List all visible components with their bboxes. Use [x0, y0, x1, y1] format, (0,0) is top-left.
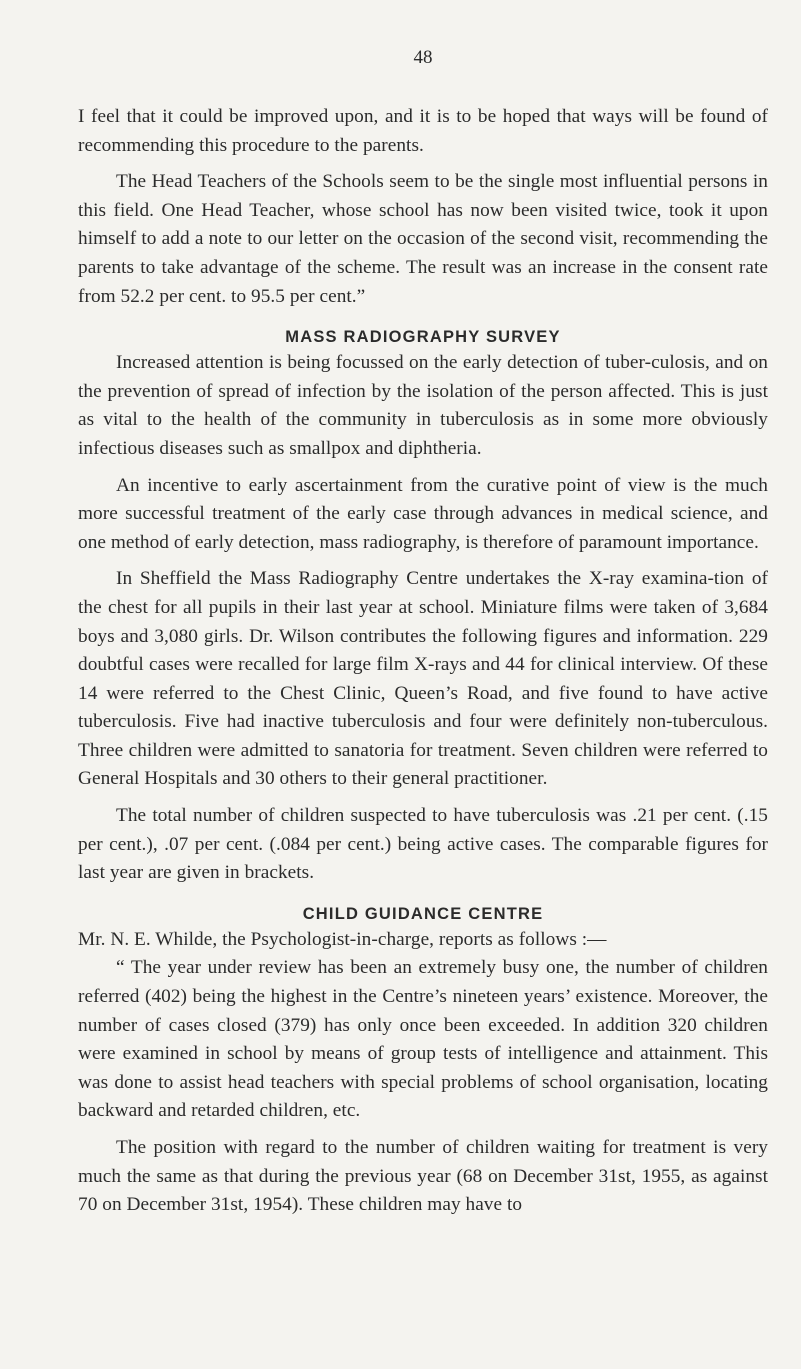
- paragraph-mass-4: The total number of children suspected to have tuberculosis was .21 per cent. (.15 per cent.), .07 per cent. (.084 per cent.) being active cases. The comparable figures for last year are given in brackets.: [78, 805, 768, 884]
- page-number: 48: [413, 47, 433, 68]
- section-heading-mass-radiography: MASS RADIOGRAPHY SURVEY: [285, 328, 561, 347]
- paragraph-mass-3: In Sheffield the Mass Radiography Centre undertakes the X-ray examina-tion of the chest for all pupils in their last year at school. Miniature films were taken of 3,684 boys and 3,080 girls. Dr. Wilson contributes the following figures and information. 229 doubtful cases were recalled for large film X-rays and 44 for clinical interview. Of these 14 were referred to the Chest Clinic, Queen’s Road, and five found to have active tuberculosis. Five had inactive tuberculosis and four were definitely non-tuberculous. Three children were admitted to sanatoria for treatment. Seven children were referred to General Hospitals and 30 others to their general practitioner.: [78, 568, 768, 790]
- paragraph-child-1: Mr. N. E. Whilde, the Psychologist-in-charge, reports as follows :—: [78, 928, 607, 950]
- paragraph-mass-1: Increased attention is being focussed on the early detection of tuber-culosis, and on the prevention of spread of infection by the isolation of the person affected. This is just as vital to the health of the community in tuberculosis as in some more obviously infectious diseases such as smallpox and diphtheria.: [78, 352, 768, 459]
- paragraph-mass-2: An incentive to early ascertainment from the curative point of view is the much more successful treatment of the early case through advances in medical science, and one method of early detection, mass radiography, is therefore of paramount importance.: [78, 474, 768, 553]
- paragraph-child-3: The position with regard to the number of children waiting for treatment is very much the same as that during the previous year (68 on December 31st, 1955, as against 70 on December 31st, 1954). These children may have to: [78, 1137, 768, 1216]
- section-heading-child-guidance: CHILD GUIDANCE CENTRE: [302, 904, 544, 923]
- document-page: [78, 0, 768, 1220]
- paragraph-intro-2: The Head Teachers of the Schools seem to be the single most influential persons in this field. One Head Teacher, whose school has now been visited twice, took it upon himself to add a note to our letter on the occasion of the second visit, recommending the parents to take advantage of the scheme. The result was an increase in the consent rate from 52.2 per cent. to 95.5 per cent.”: [78, 171, 768, 307]
- paragraph-intro-1: I feel that it could be improved upon, and it is to be hoped that ways will be found of recommending this procedure to the parents.: [78, 106, 768, 156]
- paragraph-child-2: “ The year under review has been an extremely busy one, the number of children referred (402) being the highest in the Centre’s nineteen years’ existence. Moreover, the number of cases closed (379) has only once been exceeded. In addition 320 children were examined in school by means of group tests of intelligence and attainment. This was done to assist head teachers with special problems of school organisation, locating backward and retarded children, etc.: [78, 957, 768, 1122]
